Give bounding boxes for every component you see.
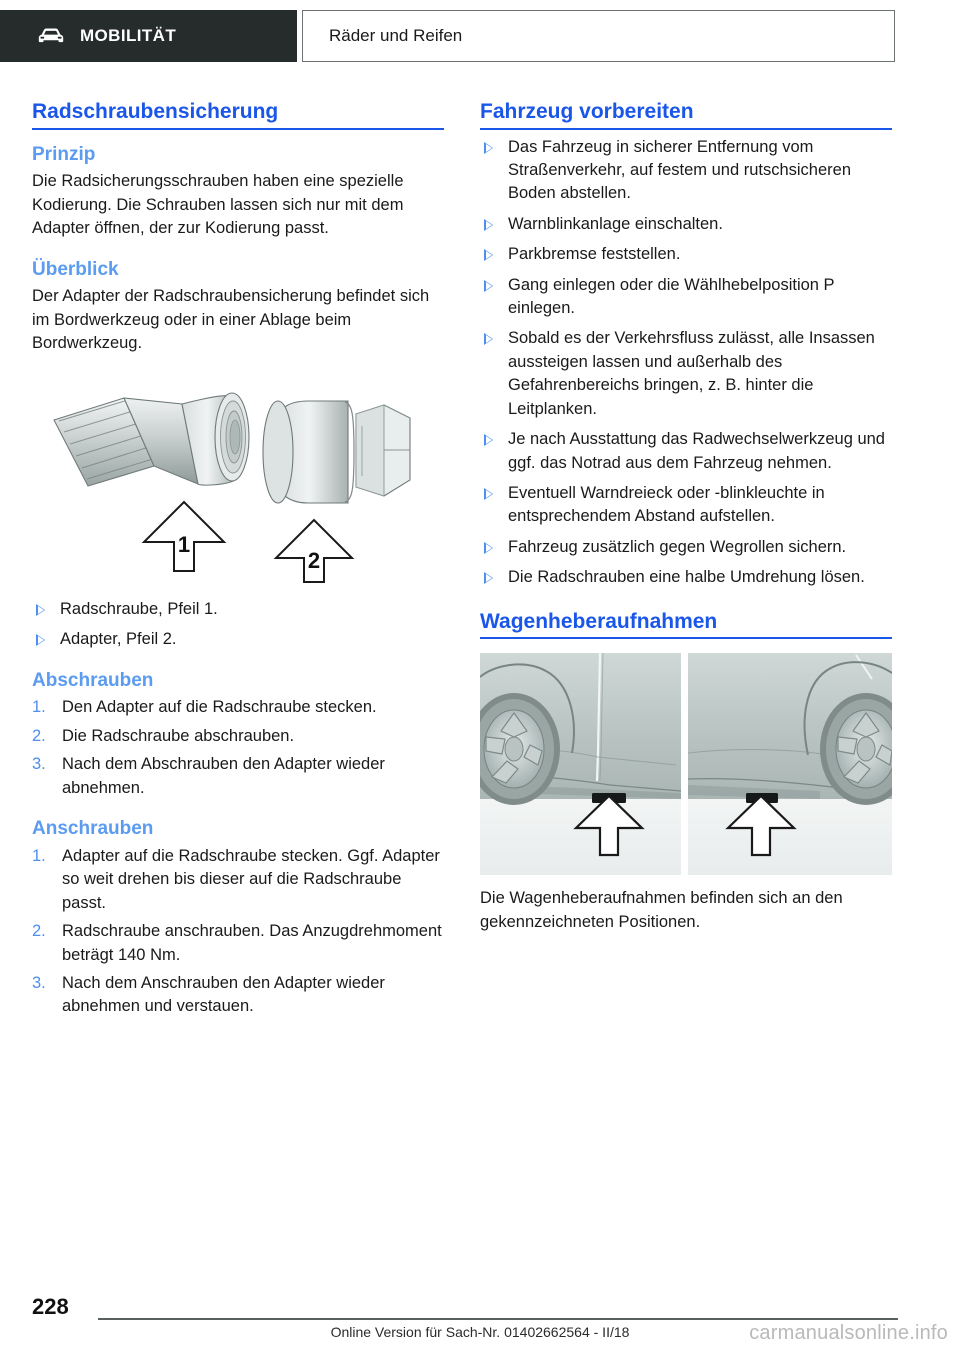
list-item bbox=[480, 274, 892, 321]
step-number: 1. bbox=[32, 846, 46, 865]
callout-arrow-1 bbox=[144, 502, 224, 571]
step-number: 3. bbox=[32, 755, 46, 774]
list-item-label: Radschraube, Pfeil 1. bbox=[60, 599, 218, 618]
triangle-bullet-icon bbox=[484, 249, 493, 261]
triangle-bullet-icon bbox=[36, 604, 45, 616]
list-item-label: Radschraube anschrauben. Das Anzugdrehmoment beträgt 140 Nm. bbox=[62, 922, 442, 964]
header-section-label: MOBILITÄT bbox=[80, 26, 177, 45]
triangle-bullet-icon bbox=[484, 333, 493, 345]
list-item bbox=[480, 566, 892, 589]
paragraph-prinzip: Die Radsicherungsschrauben haben eine spezielle Kodierung. Die Schrauben lassen sich nur mit dem Adapter öffnen, der zur Kodierung passt. bbox=[32, 172, 404, 238]
list-item-label: Parkbremse feststellen. bbox=[508, 245, 681, 264]
figure-legend-list bbox=[32, 598, 444, 652]
list-item-label: Adapter, Pfeil 2. bbox=[60, 630, 177, 649]
list-item-label: Das Fahrzeug in sicherer Entfernung vom Straßenverkehr, auf festem und rutschsicheren Boden abstellen. bbox=[508, 137, 852, 203]
list-item-label: Je nach Ausstattung das Radwechselwerkzeug und ggf. das Notrad aus dem Fahrzeug nehmen. bbox=[508, 430, 885, 472]
list-item bbox=[32, 598, 444, 621]
watermark: carmanualsonline.info bbox=[749, 1322, 948, 1344]
triangle-bullet-icon bbox=[484, 542, 493, 554]
triangle-bullet-icon bbox=[484, 488, 493, 500]
jack-point-front-panel bbox=[480, 653, 681, 875]
list-item bbox=[32, 696, 444, 719]
list-item bbox=[32, 845, 444, 915]
list-item bbox=[32, 725, 444, 748]
list-item bbox=[32, 920, 444, 967]
breadcrumb-label: Räder und Reifen bbox=[329, 26, 463, 45]
triangle-bullet-icon bbox=[484, 280, 493, 292]
paragraph-ueberblick: Der Adapter der Radschraubensicherung befindet sich im Bordwerkzeug oder in einer Ablage beim Bordwerkzeug. bbox=[32, 287, 430, 353]
list-item-label: Fahrzeug zusätzlich gegen Wegrollen sichern. bbox=[508, 537, 847, 556]
list-item-label: Nach dem Abschrauben den Adapter wieder abnehmen. bbox=[62, 755, 385, 797]
online-version-note: Online Version für Sach-Nr. 01402662564 - II/18 bbox=[330, 1324, 630, 1340]
wheel-bolt-and-adapter-illustration bbox=[32, 374, 444, 584]
step-number: 1. bbox=[32, 698, 46, 717]
list-item-label: Adapter auf die Radschraube stecken. Ggf. Adapter so weit drehen bis dieser auf die Radschraube passt. bbox=[62, 846, 440, 912]
callout-arrow-2 bbox=[276, 520, 352, 582]
page-header bbox=[0, 10, 960, 62]
header-section-tab[interactable] bbox=[0, 10, 297, 62]
section-title-wagenheberaufnahmen: Wagenheberaufnahmen bbox=[480, 610, 892, 640]
subheading-prinzip: Prinzip bbox=[32, 143, 96, 165]
subheading-abschrauben: Abschrauben bbox=[32, 669, 154, 691]
list-item-label: Die Radschrauben eine halbe Umdrehung lösen. bbox=[508, 568, 865, 587]
triangle-bullet-icon bbox=[484, 219, 493, 231]
subheading-ueberblick: Überblick bbox=[32, 258, 119, 280]
list-item bbox=[480, 136, 892, 206]
list-item bbox=[480, 327, 892, 421]
list-item-label: Gang einlegen oder die Wählhebelposition P einlegen. bbox=[508, 275, 835, 318]
list-item-label: Sobald es der Verkehrsfluss zulässt, alle Insassen aussteigen lassen und außerhalb des Gefahrenbereichs bringen, z. B. hinter die Leitplanken. bbox=[508, 329, 875, 418]
list-item-label: Den Adapter auf die Radschraube stecken. bbox=[62, 698, 377, 717]
breadcrumb[interactable] bbox=[302, 10, 895, 62]
list-item-label: Eventuell Warndreieck oder -blinkleuchte in entsprechendem Abstand aufstellen. bbox=[508, 484, 825, 526]
car-front-icon bbox=[36, 26, 66, 46]
page-title: Radschraubensicherung bbox=[32, 100, 444, 130]
list-item bbox=[480, 536, 892, 559]
list-item bbox=[480, 482, 892, 529]
jack-points-caption: Die Wagenheberaufnahmen befinden sich an den gekennzeichneten Positionen. bbox=[480, 889, 843, 931]
list-item-label: Warnblinkanlage einschalten. bbox=[508, 214, 723, 233]
right-column bbox=[480, 100, 892, 934]
footer-divider bbox=[98, 1318, 898, 1320]
adapter-shape bbox=[263, 401, 410, 503]
fahrzeug-vorbereiten-list bbox=[480, 136, 892, 590]
list-item bbox=[480, 213, 892, 236]
step-number: 2. bbox=[32, 726, 46, 745]
callout-1-label: 1 bbox=[177, 531, 191, 557]
list-item-label: Nach dem Anschrauben den Adapter wieder abnehmen und verstauen. bbox=[62, 974, 385, 1016]
subheading-anschrauben: Anschrauben bbox=[32, 818, 154, 840]
step-number: 3. bbox=[32, 974, 46, 993]
triangle-bullet-icon bbox=[484, 434, 493, 446]
triangle-bullet-icon bbox=[484, 142, 493, 154]
jack-point-rear-panel bbox=[688, 653, 892, 875]
section-title-fahrzeug-vorbereiten: Fahrzeug vorbereiten bbox=[480, 100, 892, 130]
list-item bbox=[32, 753, 444, 800]
list-item bbox=[32, 972, 444, 1019]
list-item bbox=[32, 628, 444, 651]
callout-2-label: 2 bbox=[307, 547, 321, 573]
wheel-bolt-shape bbox=[54, 393, 249, 486]
page-number: 228 bbox=[32, 1294, 69, 1319]
jack-points-vehicle-illustration bbox=[480, 653, 892, 875]
list-item-label: Die Radschraube abschrauben. bbox=[62, 726, 295, 745]
abschrauben-steps bbox=[32, 696, 444, 800]
step-number: 2. bbox=[32, 922, 46, 941]
list-item bbox=[480, 243, 892, 266]
page-footer bbox=[0, 1272, 960, 1362]
triangle-bullet-icon bbox=[484, 572, 493, 584]
triangle-bullet-icon bbox=[36, 634, 45, 646]
anschrauben-steps bbox=[32, 845, 444, 1019]
list-item bbox=[480, 428, 892, 475]
left-column bbox=[32, 100, 444, 1024]
